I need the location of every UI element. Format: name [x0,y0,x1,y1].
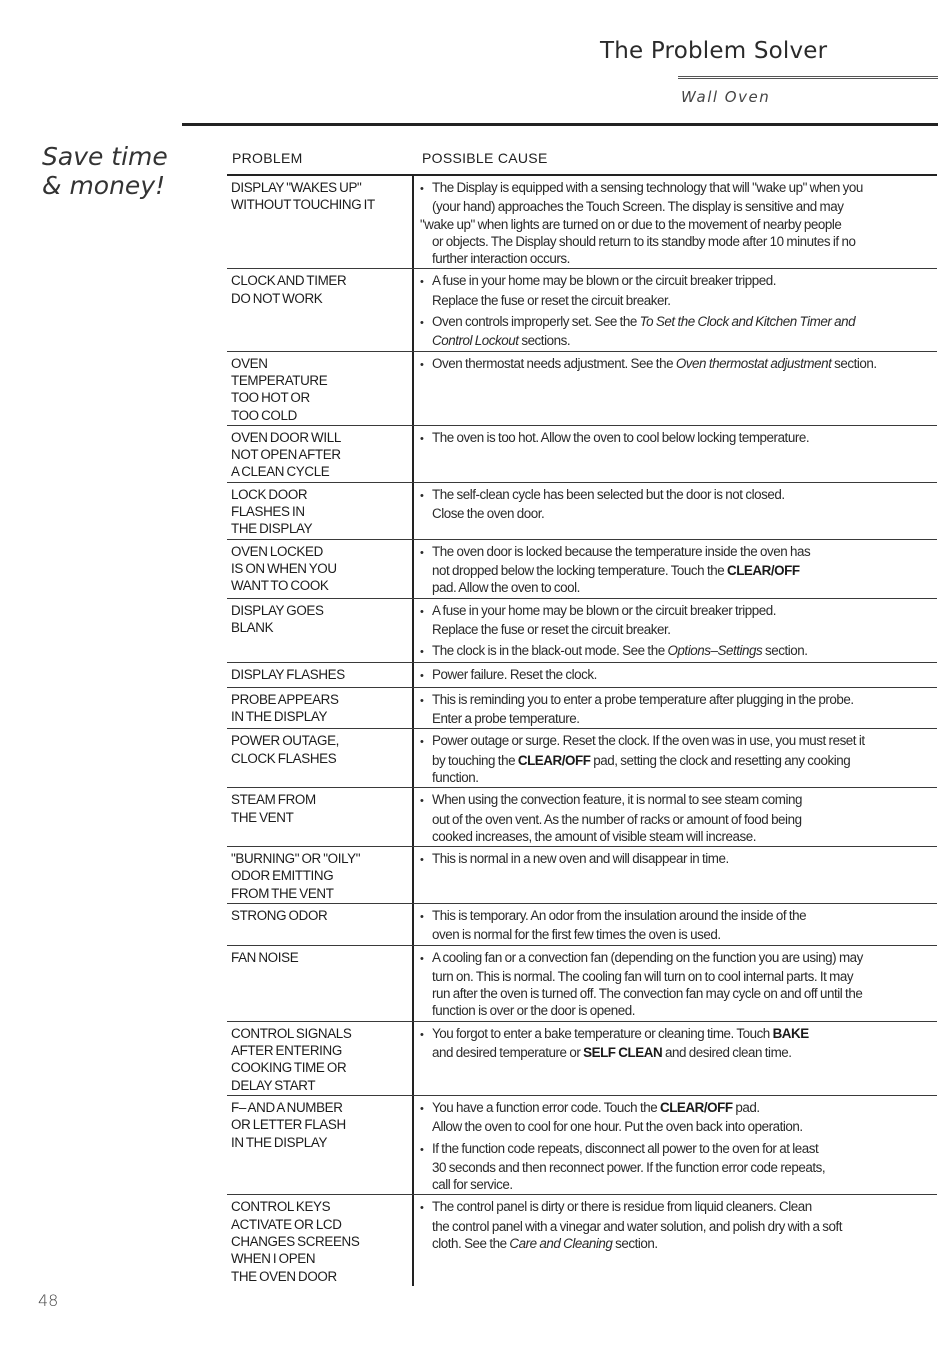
cause-line [420,710,933,727]
table-row [227,352,937,426]
problem-cell [227,269,414,350]
problem-line: STRONG ODOR [231,907,328,923]
cause-cell [414,1022,937,1095]
problem-line: IN THE DISPLAY [231,1134,328,1150]
cause-line [420,752,933,769]
problem-cell [227,729,414,787]
cause-item [420,791,933,845]
cause-line [420,1118,933,1135]
bullet-line [420,642,933,661]
cause-text: pad, setting the clock and resetting any cooking [590,752,851,768]
cause-text: A fuse in your home may be blown or the circuit breaker tripped. [432,602,777,618]
cause-cell [414,599,937,663]
problem-line: "BURNING" OR "OILY" [231,851,361,867]
bullet-line [420,1198,933,1217]
section-subtitle: Wall Oven [681,88,771,106]
control-pad-name: CLEAR/OFF [659,1099,733,1115]
cause-line [420,1176,933,1193]
cause-item [420,272,933,309]
problem-line: WANT TO COOK [231,578,329,594]
problem-cell [227,1022,414,1095]
bullet-line [420,850,933,869]
page-title: The Problem Solver [600,38,828,64]
control-pad-name: CLEAR/OFF [517,752,591,768]
problem-line: WITHOUT TOUCHING IT [231,197,375,213]
cause-text: The control panel is dirty or there is residue from liquid cleaners. Clean [432,1199,812,1215]
cause-text: Oven controls improperly set. See the [432,314,640,330]
bullet-line [420,486,933,505]
problem-line: OVEN [231,355,268,371]
cause-cell [414,847,937,903]
cause-text: (your hand) approaches the Touch Screen. The display is sensitive and may [432,199,844,215]
problem-line: FLASHES IN [231,504,305,520]
cause-cell [414,540,937,598]
cause-text: out of the oven vent. As the number of racks or amount of food being [432,811,802,827]
problem-line: THE DISPLAY [231,521,313,537]
cause-line [420,926,933,943]
cause-text: Enter a probe temperature. [432,711,580,727]
table-row [227,599,937,664]
cause-item [420,666,933,685]
cause-cell [414,904,937,945]
section-reference: Control Lockout [432,333,519,349]
control-pad-name: SELF CLEAN [583,1045,663,1061]
cause-line [420,1044,933,1061]
table-row [227,540,937,599]
cause-text: You have a function error code. Touch the [432,1099,660,1115]
cause-text: or objects. The Display should return to its standby mode after 10 minutes if no [432,233,856,249]
problem-cell [227,1195,414,1285]
problem-cell [227,176,414,268]
cause-line [420,828,933,845]
table-row [227,176,937,269]
cause-item [420,602,933,639]
problem-cell [227,663,414,686]
cause-text: Power failure. Reset the clock. [432,667,597,683]
cause-text: The self-clean cycle has been selected but the door is not closed. [432,486,785,502]
cause-text: This is normal in a new oven and will disappear in time. [432,851,729,867]
cause-item [420,691,933,728]
cause-cell [414,269,937,350]
cause-text: run after the oven is turned off. The convection fan may cycle on and off until the [432,986,863,1002]
problem-line: OVEN DOOR WILL [231,429,341,445]
cause-text: function. [432,769,479,785]
cause-line [420,562,933,579]
cause-text: Allow the oven to cool for one hour. Put the oven back into operation. [432,1119,803,1135]
problem-line: DISPLAY FLASHES [231,667,345,683]
problem-cell [227,599,414,663]
cause-cell [414,176,937,268]
problem-line: TEMPERATURE [231,372,328,388]
bullet-line [420,1025,933,1044]
problem-cell [227,483,414,539]
table-row [227,729,937,788]
bullet-line [420,732,933,751]
problem-line: POWER OUTAGE, [231,733,340,749]
cause-item [420,313,933,350]
problem-line: FAN NOISE [231,949,299,965]
bullet-line [420,543,933,562]
problem-line: DISPLAY "WAKES UP" [231,180,362,195]
cause-item [420,1099,933,1136]
cause-text: pad. Allow the oven to cool. [432,580,580,596]
cause-text: further interaction occurs. [432,251,570,267]
tagline-line: Save time [42,142,168,171]
problem-line: THE VENT [231,809,294,825]
cause-line [420,579,933,596]
cause-cell [414,1195,937,1285]
cause-cell [414,352,937,425]
table-row [227,426,937,483]
column-header-possible-cause: POSSIBLE CAUSE [422,150,548,166]
problem-line: PROBE APPEARS [231,691,339,707]
cause-text: sections. [518,333,571,349]
cause-text: Replace the fuse or reset the circuit breaker. [432,292,671,308]
problem-cell [227,946,414,1021]
problem-line: THE OVEN DOOR [231,1268,337,1284]
problem-line: OVEN LOCKED [231,543,323,559]
cause-cell [414,946,937,1021]
cause-line [420,292,933,309]
cause-item [420,543,933,597]
cause-item [420,732,933,786]
section-reference: To Set the Clock and Kitchen Timer and [639,314,856,330]
cause-text: cooked increases, the amount of visible steam will increase. [432,828,757,844]
cause-item [420,355,933,374]
cause-text: function is over or the door is opened. [432,1003,636,1019]
problem-line: AFTER ENTERING [231,1043,342,1059]
problem-cell [227,688,414,729]
cause-text: If the function code repeats, disconnect all power to the oven for at least [432,1140,819,1156]
bullet-line [420,355,933,374]
tagline-line: & money! [42,171,166,200]
cause-item [420,179,933,267]
cause-line [420,1002,933,1019]
table-row [227,663,937,687]
cause-text: Replace the fuse or reset the circuit breaker. [432,621,671,637]
problem-line: DO NOT WORK [231,290,323,306]
problem-line: ACTIVATE OR LCD [231,1216,342,1232]
page-number: 48 [38,1291,59,1310]
bullet-line [420,691,933,710]
cause-line [420,811,933,828]
problem-cell [227,426,414,482]
bullet-line [420,1140,933,1159]
cause-text: This is reminding you to enter a probe temperature after plugging in the probe. [432,691,854,707]
table-row [227,1096,937,1195]
cause-item [420,1025,933,1062]
column-header-problem: PROBLEM [232,150,303,166]
problem-line: FROM THE VENT [231,885,334,901]
cause-item [420,907,933,944]
table-row [227,946,937,1022]
cause-text: not dropped below the locking temperature. Touch the [432,562,727,578]
cause-line [420,233,933,250]
problem-line: IS ON WHEN YOU [231,560,337,576]
problem-line: F– AND A NUMBER [231,1099,343,1115]
cause-cell [414,788,937,846]
control-pad-name: BAKE [772,1025,809,1041]
problem-line: LOCK DOOR [231,486,308,502]
cause-line [420,1159,933,1176]
cause-line [420,1235,933,1252]
cause-text: Close the oven door. [432,506,545,522]
bullet-line [420,791,933,810]
cause-text: A cooling fan or a convection fan (depending on the function you are using) may [432,949,863,965]
problem-line: COOKING TIME OR [231,1060,347,1076]
header-divider [182,123,938,126]
cause-item [420,642,933,661]
bullet-line [420,272,933,291]
table-row [227,1195,937,1285]
problem-line: TOO COLD [231,407,297,423]
problem-cell [227,904,414,945]
cause-text: pad. [732,1099,760,1115]
cause-text: This is temporary. An odor from the insulation around the inside of the [432,907,807,923]
cause-line [420,968,933,985]
problem-cell [227,540,414,598]
cause-cell [414,729,937,787]
bullet-line [420,949,933,968]
cause-text: A fuse in your home may be blown or the circuit breaker tripped. [432,273,777,289]
cause-text: Power outage or surge. Reset the clock. If the oven was in use, you must reset it [432,733,865,749]
table-row [227,847,937,904]
problem-line: STEAM FROM [231,792,316,808]
troubleshooting-table [227,174,937,1286]
bullet-line [420,602,933,621]
cause-cell [414,426,937,482]
cause-text: oven is normal for the first few times the oven is used. [432,927,721,943]
cause-text: by touching the [432,752,518,768]
problem-cell [227,352,414,425]
cause-line [420,250,933,267]
cause-text: The clock is in the black-out mode. See the [432,643,668,659]
cause-text: The Display is equipped with a sensing technology that will "wake up" when you [432,180,863,195]
cause-text: 30 seconds and then reconnect power. If the function error code repeats, [432,1159,826,1175]
bullet-line [420,179,933,198]
cause-text: call for service. [432,1177,513,1193]
cause-item [420,1140,933,1194]
title-rule [678,76,938,79]
table-row [227,788,937,847]
bullet-line [420,1099,933,1118]
cause-text: The oven door is locked because the temperature inside the oven has [432,543,811,559]
cause-text: and desired temperature or [432,1045,584,1061]
cause-line [420,985,933,1002]
cause-text: When using the convection feature, it is normal to see steam coming [432,792,802,808]
cause-line [420,1218,933,1235]
cause-item [420,429,933,448]
cause-text: and desired clean time. [662,1045,792,1061]
problem-line: TOO HOT OR [231,390,310,406]
cause-text: The oven is too hot. Allow the oven to cool below locking temperature. [432,429,810,445]
problem-cell [227,788,414,846]
problem-line: OR LETTER FLASH [231,1117,346,1133]
table-row [227,269,937,351]
problem-line: CLOCK AND TIMER [231,273,347,289]
cause-text: section. [762,643,808,659]
problem-cell [227,847,414,903]
cause-text: You forgot to enter a bake temperature or cleaning time. Touch [432,1025,773,1041]
cause-cell [414,663,937,686]
problem-line: CHANGES SCREENS [231,1234,360,1250]
cause-line [420,198,933,215]
cause-text: turn on. This is normal. The cooling fan will turn on to cool internal parts. It may [432,968,854,984]
cause-item [420,949,933,1020]
cause-item [420,1198,933,1252]
table-row [227,904,937,946]
problem-cell [227,1096,414,1194]
cause-line [420,505,933,522]
problem-line: A CLEAN CYCLE [231,464,330,480]
problem-line: IN THE DISPLAY [231,709,328,725]
problem-line: CONTROL KEYS [231,1199,331,1215]
cause-text: section. [831,355,877,371]
table-row [227,1022,937,1096]
cause-text: the control panel with a vinegar and water solution, and polish dry with a soft [432,1218,843,1234]
cause-line [420,769,933,786]
table-row [227,688,937,730]
cause-cell [414,483,937,539]
cause-line [420,621,933,638]
section-reference: Care and Cleaning [509,1236,613,1252]
problem-line: DISPLAY GOES [231,602,324,618]
bullet-line [420,666,933,685]
problem-line: NOT OPEN AFTER [231,447,341,463]
problem-line: CONTROL SIGNALS [231,1025,352,1041]
section-reference: Options–Settings [667,643,763,659]
cause-text: Oven thermostat needs adjustment. See the [432,355,676,371]
bullet-line [420,429,933,448]
bullet-line [420,907,933,926]
cause-item [420,486,933,523]
problem-line: DELAY START [231,1077,316,1093]
sidebar-tagline [42,142,182,200]
cause-cell [414,688,937,729]
cause-text: cloth. See the [432,1236,510,1252]
table-row [227,483,937,540]
problem-line: BLANK [231,619,274,635]
cause-text: "wake up" when lights are turned on or due to the movement of nearby people [420,216,842,232]
cause-line [420,216,933,233]
cause-cell [414,1096,937,1194]
cause-item [420,850,933,869]
section-reference: Oven thermostat adjustment [675,355,832,371]
table-header [232,150,937,172]
cause-text: section. [612,1236,658,1252]
control-pad-name: CLEAR/OFF [726,562,800,578]
problem-line: CLOCK FLASHES [231,750,337,766]
problem-line: ODOR EMITTING [231,868,334,884]
bullet-line [420,313,933,332]
problem-line: WHEN I OPEN [231,1251,316,1267]
cause-line [420,332,933,349]
